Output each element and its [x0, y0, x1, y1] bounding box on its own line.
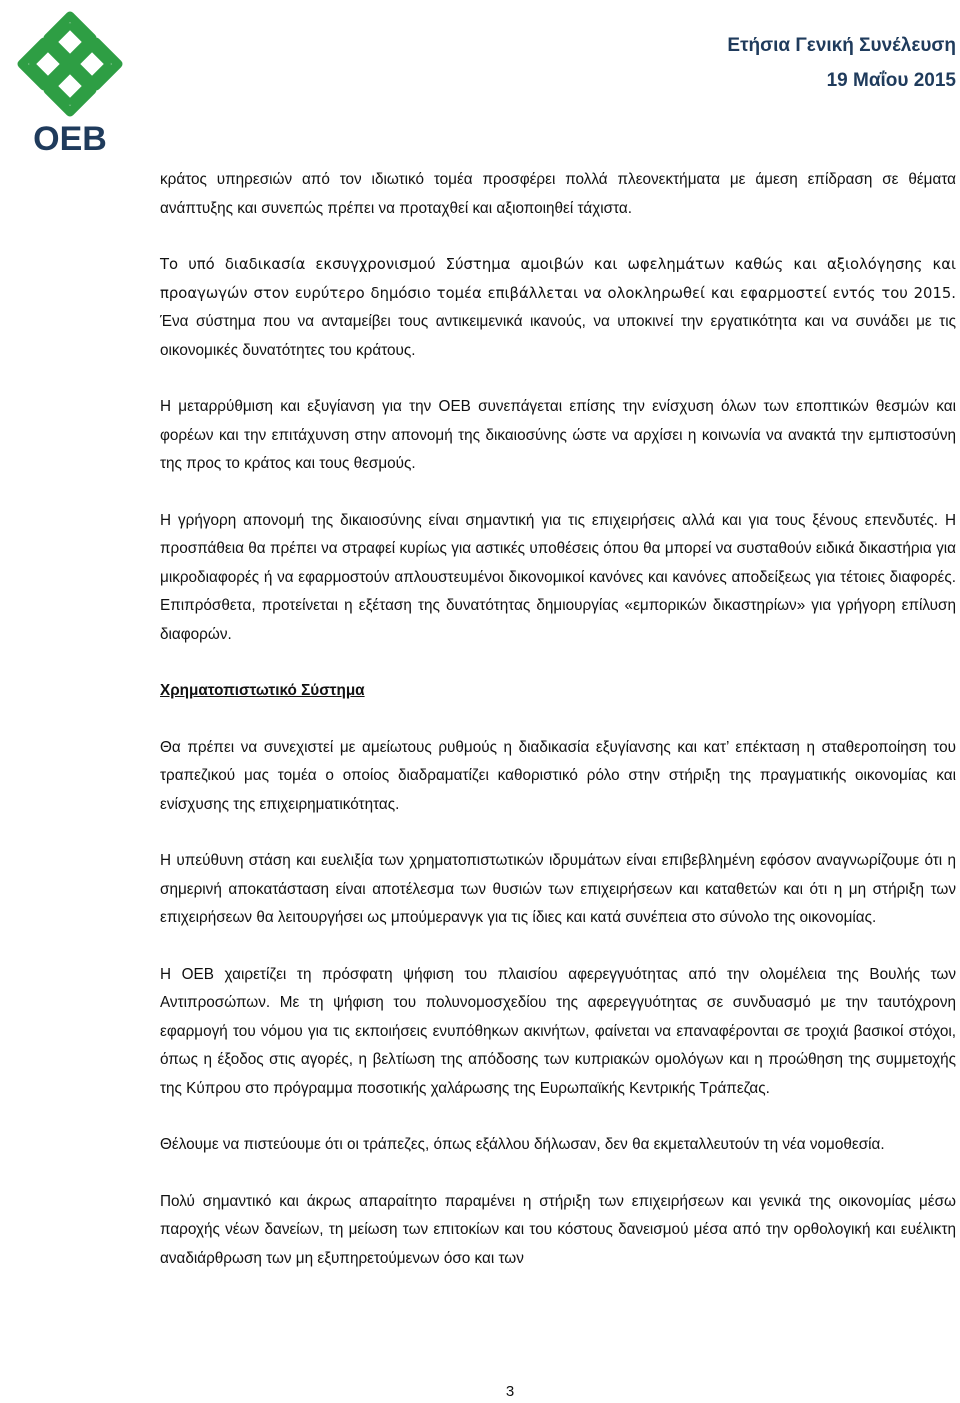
paragraph: Πολύ σημαντικό και άκρως απαραίτητο παραμένει η στήριξη των επιχειρήσεων και γενικά της οικονομίας μέσω παροχής νέων δανείων, τη μείωση των επιτοκίων και του κόστους δανεισμού μέσα από την ορθολογική και ευέλικτη αναδιάρθρωση των μη εξυπηρετούμενων όσο και των — [160, 1192, 956, 1267]
header-date: 19 Μαΐου 2015 — [826, 70, 956, 91]
paragraph: Η υπεύθυνη στάση και ευελιξία των χρηματοπιστωτικών ιδρυμάτων είναι επιβεβλημένη εφόσον αναγνωρίζουμε ότι η σημερινή αποκατάσταση είναι αποτέλεσμα των θυσιών των επιχειρήσεων και καταθετών και ότι η μη στήριξη των επιχειρήσεων θα λειτουργήσει ως μπούμερανγκ για τις ίδιες και κατά συνέπεια στο σύνολο της οικονομίας. — [160, 852, 956, 926]
paragraph: Θα πρέπει να συνεχιστεί με αμείωτους ρυθμούς η διαδικασία εξυγίανσης και κατ’ επέκταση η σταθεροποίηση του τραπεζικού μας τομέα ο οποίος διαδραματίζει καθοριστικό ρόλο στην στήριξη της πραγματικής οικονομίας και ενίσχυσης της επιχειρηματικότητας. — [160, 738, 956, 813]
document-header — [727, 34, 956, 93]
paragraph: Η μεταρρύθμιση και εξυγίανση για την ΟΕΒ συνεπάγεται επίσης την ενίσχυση όλων των εποπτικών θεσμών και φορέων και την επιτάχυνση στην απονομή της δικαιοσύνης ώστε να αρχίσει η κοινωνία να ανακτά την εμπιστοσύνη της προς το κράτος και τους θεσμούς. — [160, 398, 956, 472]
paragraph: Η γρήγορη απονομή της δικαιοσύνης είναι σημαντική για τις επιχειρήσεις αλλά και για τους ξένους επενδυτές. Η προσπάθεια θα πρέπει να στραφεί κυρίως για αστικές υποθέσεις όπου θα μπορεί να συσταθούν ειδικά δικαστήρια για μικροδιαφορές ή να εφαρμοστούν απλουστευμένοι δικονομικοί κανόνες και κανόνες αποδείξεως για τέτοιες διαφορές. Επιπρόσθετα, προτείνεται η εξέταση της δυνατότητας δημιουργίας «εμπορικών δικαστηρίων» για γρήγορη επίλυση διαφορών. — [160, 511, 956, 643]
paragraph-sentence: Ένα σύστημα που να ανταμείβει τους αντικειμενικά ικανούς, να υποκινεί την εργατικότητα και να συνάδει με τις οικονομικές δυνατότητες του κράτους. — [160, 313, 956, 359]
oeb-knot-icon — [8, 10, 132, 156]
paragraph-sentence: Το υπό διαδικασία εκσυγχρονισμού Σύστημα αμοιβών και ωφελημάτων καθώς και αξιολόγησης και προαγωγών στον ευρύτερο δημόσιο τομέα επιβάλλεται να ολοκληρωθεί και εφαρμοστεί εντός του 2015. — [160, 256, 956, 302]
page-number: 3 — [505, 1383, 515, 1400]
logo-text: OEB — [33, 120, 107, 156]
document-body — [160, 166, 956, 1273]
paragraph: Η ΟΕΒ χαιρετίζει τη πρόσφατη ψήφιση του πλαισίου αφερεγγυότητας από την ολομέλεια της Βουλής των Αντιπροσώπων. Με τη ψήφιση του πολυνομοσχεδίου της αφερεγγυότητας σε συνδυασμό με την ταυτόχρονη εφαρμογή του νόμου για τις εκποιήσεις ενυπόθηκων ακινήτων, φαίνεται να επαναφέρονται σε τροχιά βασικοί στόχοι, όπως η έξοδος στις αγορές, η βελτίωση της απόδοσης των κυπριακών ομολόγων και η προώθηση της συμμετοχής της Κύπρου στο πρόγραμμα ποσοτικής χαλάρωσης της Ευρωπαϊκής Κεντρικής Τράπεζας. — [160, 965, 956, 1097]
oeb-logo — [8, 10, 132, 156]
paragraph — [160, 251, 956, 365]
header-title: Ετήσια Γενική Συνέλευση — [727, 35, 956, 56]
paragraph: κράτος υπηρεσιών από τον ιδιωτικό τομέα προσφέρει πολλά πλεονεκτήματα με άμεση επίδραση σε θέματα ανάπτυξης και συνεπώς πρέπει να προταχθεί και αξιοποιηθεί τάχιστα. — [160, 171, 956, 217]
section-heading: Χρηματοπιστωτικό Σύστημα — [160, 682, 365, 699]
paragraph: Θέλουμε να πιστεύουμε ότι οι τράπεζες, όπως εξάλλου δήλωσαν, δεν θα εκμεταλλευτούν τη νέα νομοθεσία. — [160, 1136, 885, 1153]
